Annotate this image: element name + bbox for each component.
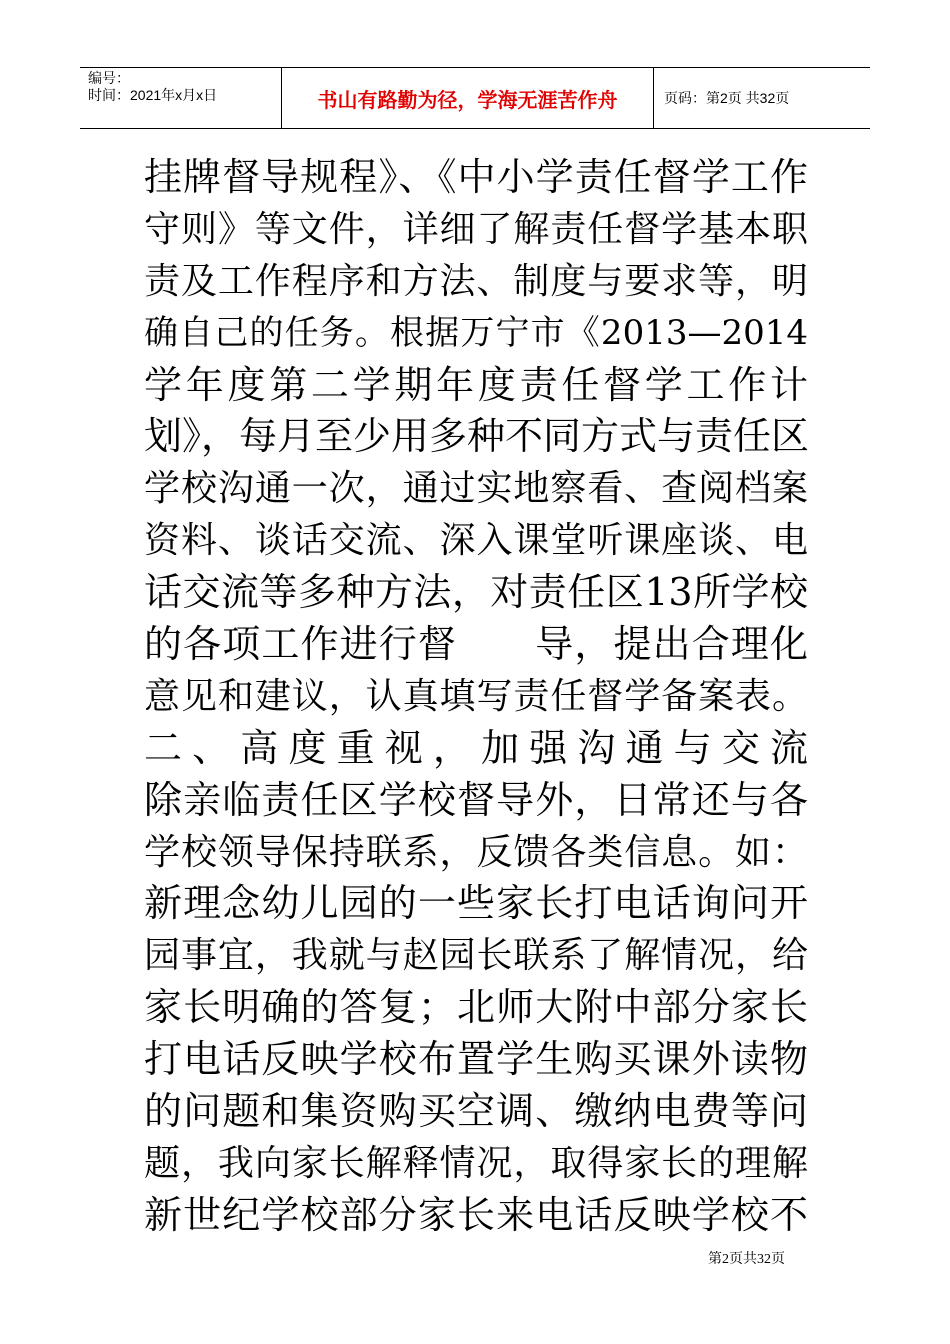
header-motto: 书山有路勤为径，学海无涯苦作舟 bbox=[282, 68, 654, 128]
body-line: 的问题和集资购买空调、缴纳电费等问 bbox=[144, 1089, 808, 1134]
body-line: 园事宜，我就与赵园长联系了解情况，给 bbox=[144, 935, 808, 977]
body-line: 除亲临责任区学校督导外，日常还与各 bbox=[144, 777, 808, 822]
body-line: 打电话反映学校布置学生购买课外读物 bbox=[144, 1037, 808, 1082]
header-page-info: 页码：第2页 共32页 bbox=[664, 90, 790, 106]
body-line: 守则》等文件，详细了解责任督学基本职 bbox=[144, 208, 808, 250]
body-line: 的各项工作进行督 导，提出合理化 bbox=[144, 622, 808, 667]
body-line: 题，我向家长解释情况，取得家长的理解 bbox=[144, 1142, 808, 1184]
body-line: 家长明确的答复；北师大附中部分家长 bbox=[144, 985, 808, 1030]
page-header bbox=[80, 67, 870, 129]
body-line: 划》，每月至少用多种不同方式与责任区 bbox=[144, 414, 810, 459]
body-line: 意见和建议，认真填写责任督学备案表。 bbox=[144, 675, 808, 717]
body-line: 确自己的任务。根据万宁市《2013—2014 bbox=[144, 312, 808, 353]
body-line: 挂牌督导规程》、《中小学责任督学工作 bbox=[144, 155, 808, 199]
document-number-label: 编号： bbox=[88, 70, 130, 86]
page-footer: 第2页共32页 bbox=[708, 1252, 785, 1267]
body-line: 新世纪学校部分家长来电话反映学校不 bbox=[144, 1192, 808, 1237]
header-meta bbox=[80, 68, 282, 128]
body-line: 学年度第二学期年度责任督学工作计 bbox=[144, 362, 808, 407]
body-line: 二、高度重视，加强沟通与交流 bbox=[144, 725, 808, 770]
body-line: 学校领导保持联系，反馈各类信息。如： bbox=[144, 831, 808, 873]
body-line: 学校沟通一次，通过实地察看、查阅档案 bbox=[144, 468, 808, 510]
body-line: 新理念幼儿园的一些家长打电话询问开 bbox=[144, 881, 808, 926]
body-line: 责及工作程序和方法、制度与要求等，明 bbox=[144, 260, 808, 302]
body-line: 话交流等多种方法，对责任区13所学校 bbox=[144, 570, 808, 615]
document-body bbox=[144, 152, 808, 1242]
body-line: 资料、谈话交流、深入课堂听课座谈、电 bbox=[144, 520, 808, 562]
document-time-label: 时间：2021年x月x日 bbox=[88, 87, 218, 103]
